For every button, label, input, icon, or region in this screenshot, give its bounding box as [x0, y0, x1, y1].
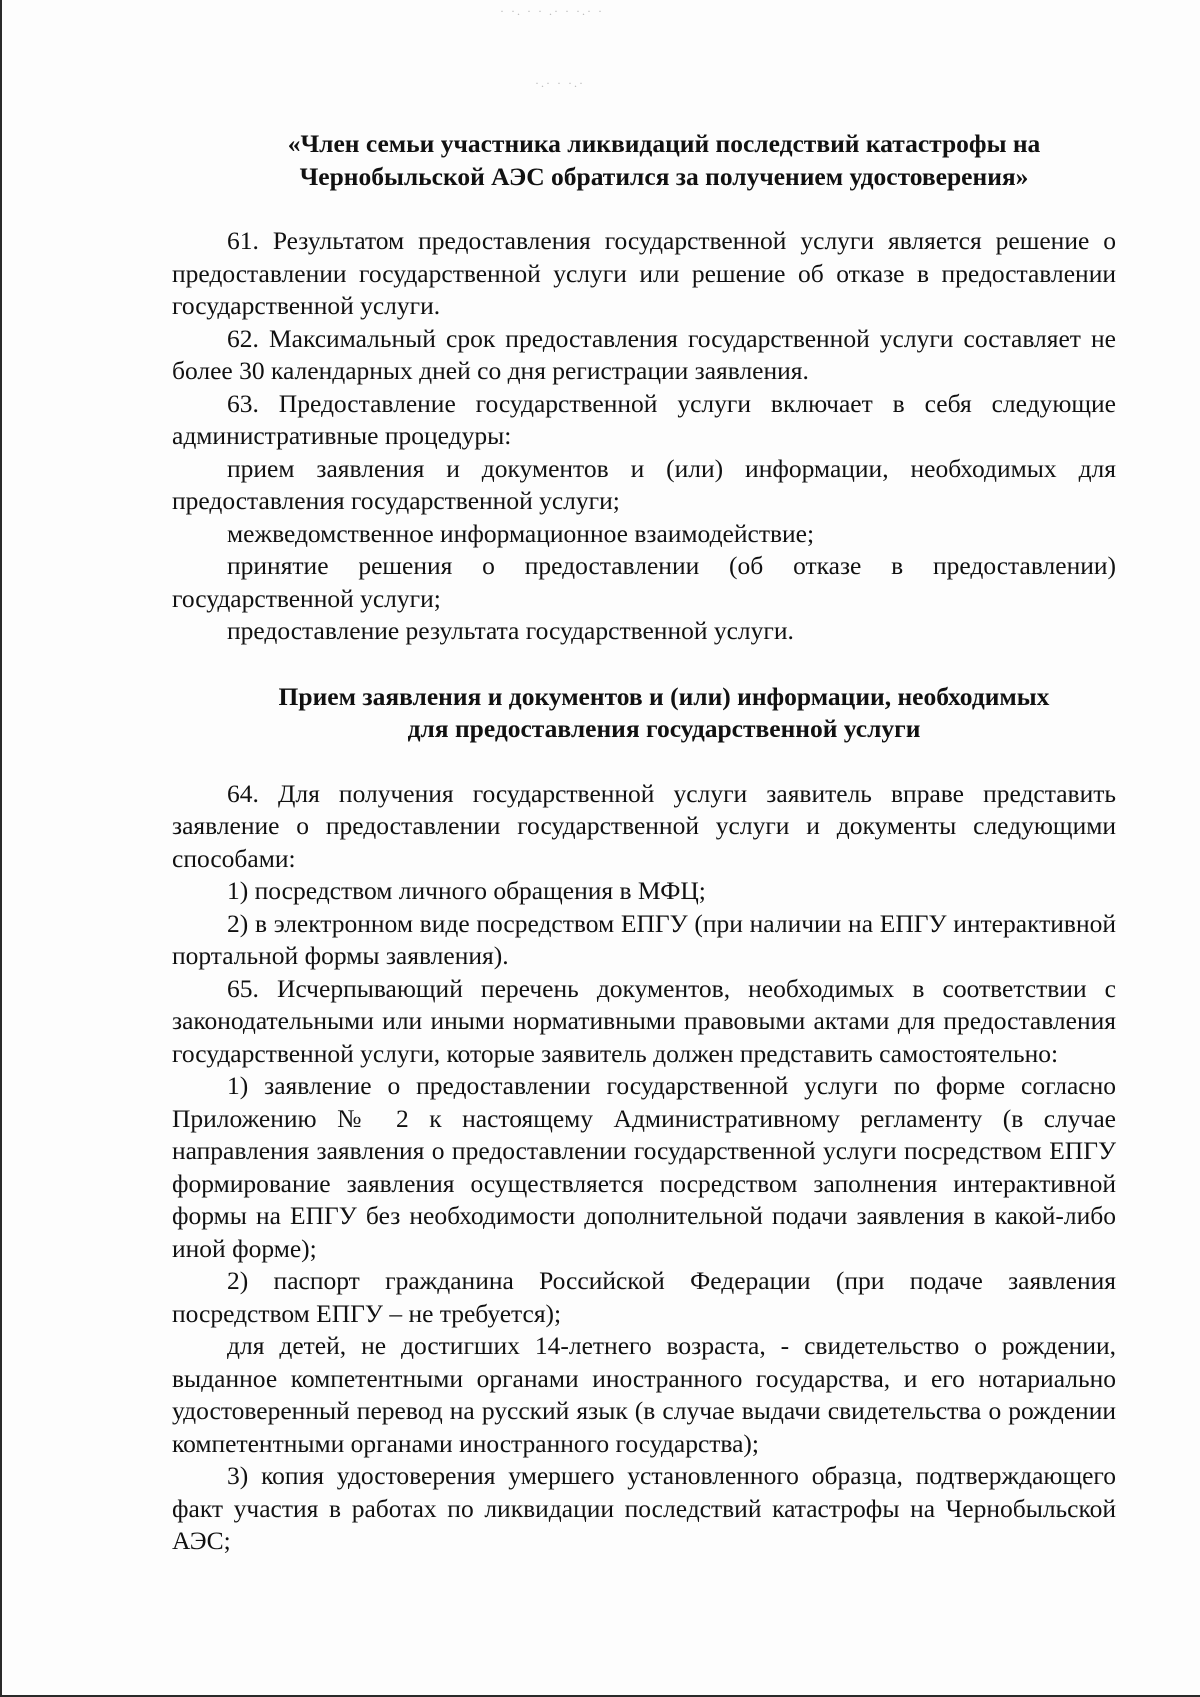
scan-noise: · ·. · · .· · ·.· ·: [500, 4, 604, 18]
heading-1-line-1: «Член семьи участника ликвидаций последствий катастрофы на: [287, 129, 1041, 158]
paragraph-64: 64. Для получения государственной услуги заявитель вправе представить заявление о предоставлении государственной услуги и документы следующими способами:: [172, 778, 1116, 873]
scan-edge-left: [0, 0, 2, 1697]
scan-noise: ·.· · ·.·: [535, 76, 585, 90]
section-heading-1: [212, 128, 1116, 193]
heading-2-line-2: для предоставления государственной услуги: [407, 714, 921, 743]
paragraph-63: 63. Предоставление государственной услуги включает в себя следующие административные процедуры:: [172, 388, 1116, 450]
document-item: 2) паспорт гражданина Российской Федерации (при подаче заявления посредством ЕПГУ – не требуется);: [172, 1266, 1116, 1328]
procedure-item: прием заявления и документов и (или) информации, необходимых для предоставления государственной услуги;: [172, 453, 1116, 515]
section-heading-2: [212, 681, 1116, 746]
method-item: 1) посредством личного обращения в МФЦ;: [227, 876, 706, 905]
heading-1-line-2: Чернобыльской АЭС обратился за получением удостоверения»: [299, 161, 1029, 191]
paragraph-65: 65. Исчерпывающий перечень документов, необходимых в соответствии с законодательными или иными нормативными правовыми актами для предоставления государственной услуги, которые заявитель должен представить самостоятельно:: [172, 973, 1116, 1068]
document-item: 1) заявление о предоставлении государственной услуги по форме согласно Приложению № 2 к настоящему Административному регламенту (в случае направления заявления о предоставлении государственной услуги посредством ЕПГУ формирование заявления осуществляется посредством заполнения интерактивной формы на ЕПГУ без необходимости дополнительной подачи заявления в какой-либо иной форме);: [172, 1071, 1116, 1263]
method-item: 2) в электронном виде посредством ЕПГУ (при наличии на ЕПГУ интерактивной портальной формы заявления).: [172, 908, 1116, 970]
procedure-item: принятие решения о предоставлении (об отказе в предоставлении) государственной услуги;: [172, 551, 1116, 613]
document-body: [172, 128, 1116, 1558]
paragraph-62: 62. Максимальный срок предоставления государственной услуги составляет не более 30 календарных дней со дня регистрации заявления.: [172, 323, 1116, 385]
document-item: 3) копия удостоверения умершего установленного образца, подтверждающего факт участия в работах по ликвидации последствий катастрофы на Чернобыльской АЭС;: [172, 1461, 1116, 1555]
heading-2-line-1: Прием заявления и документов и (или) информации, необходимых: [278, 681, 1050, 711]
procedure-item: предоставление результата государственной услуги.: [227, 616, 794, 645]
paragraph-61: 61. Результатом предоставления государственной услуги является решение о предоставлении государственной услуги или решение об отказе в предоставлении государственной услуги.: [172, 226, 1116, 320]
procedure-item: межведомственное информационное взаимодействие;: [227, 518, 815, 548]
document-item: для детей, не достигших 14-летнего возраста, - свидетельство о рождении, выданное компетентными органами иностранного государства, и его нотариально удостоверенный перевод на русский язык (в случае выдачи свидетельства о рождении компетентными органами иностранного государства);: [172, 1331, 1116, 1458]
